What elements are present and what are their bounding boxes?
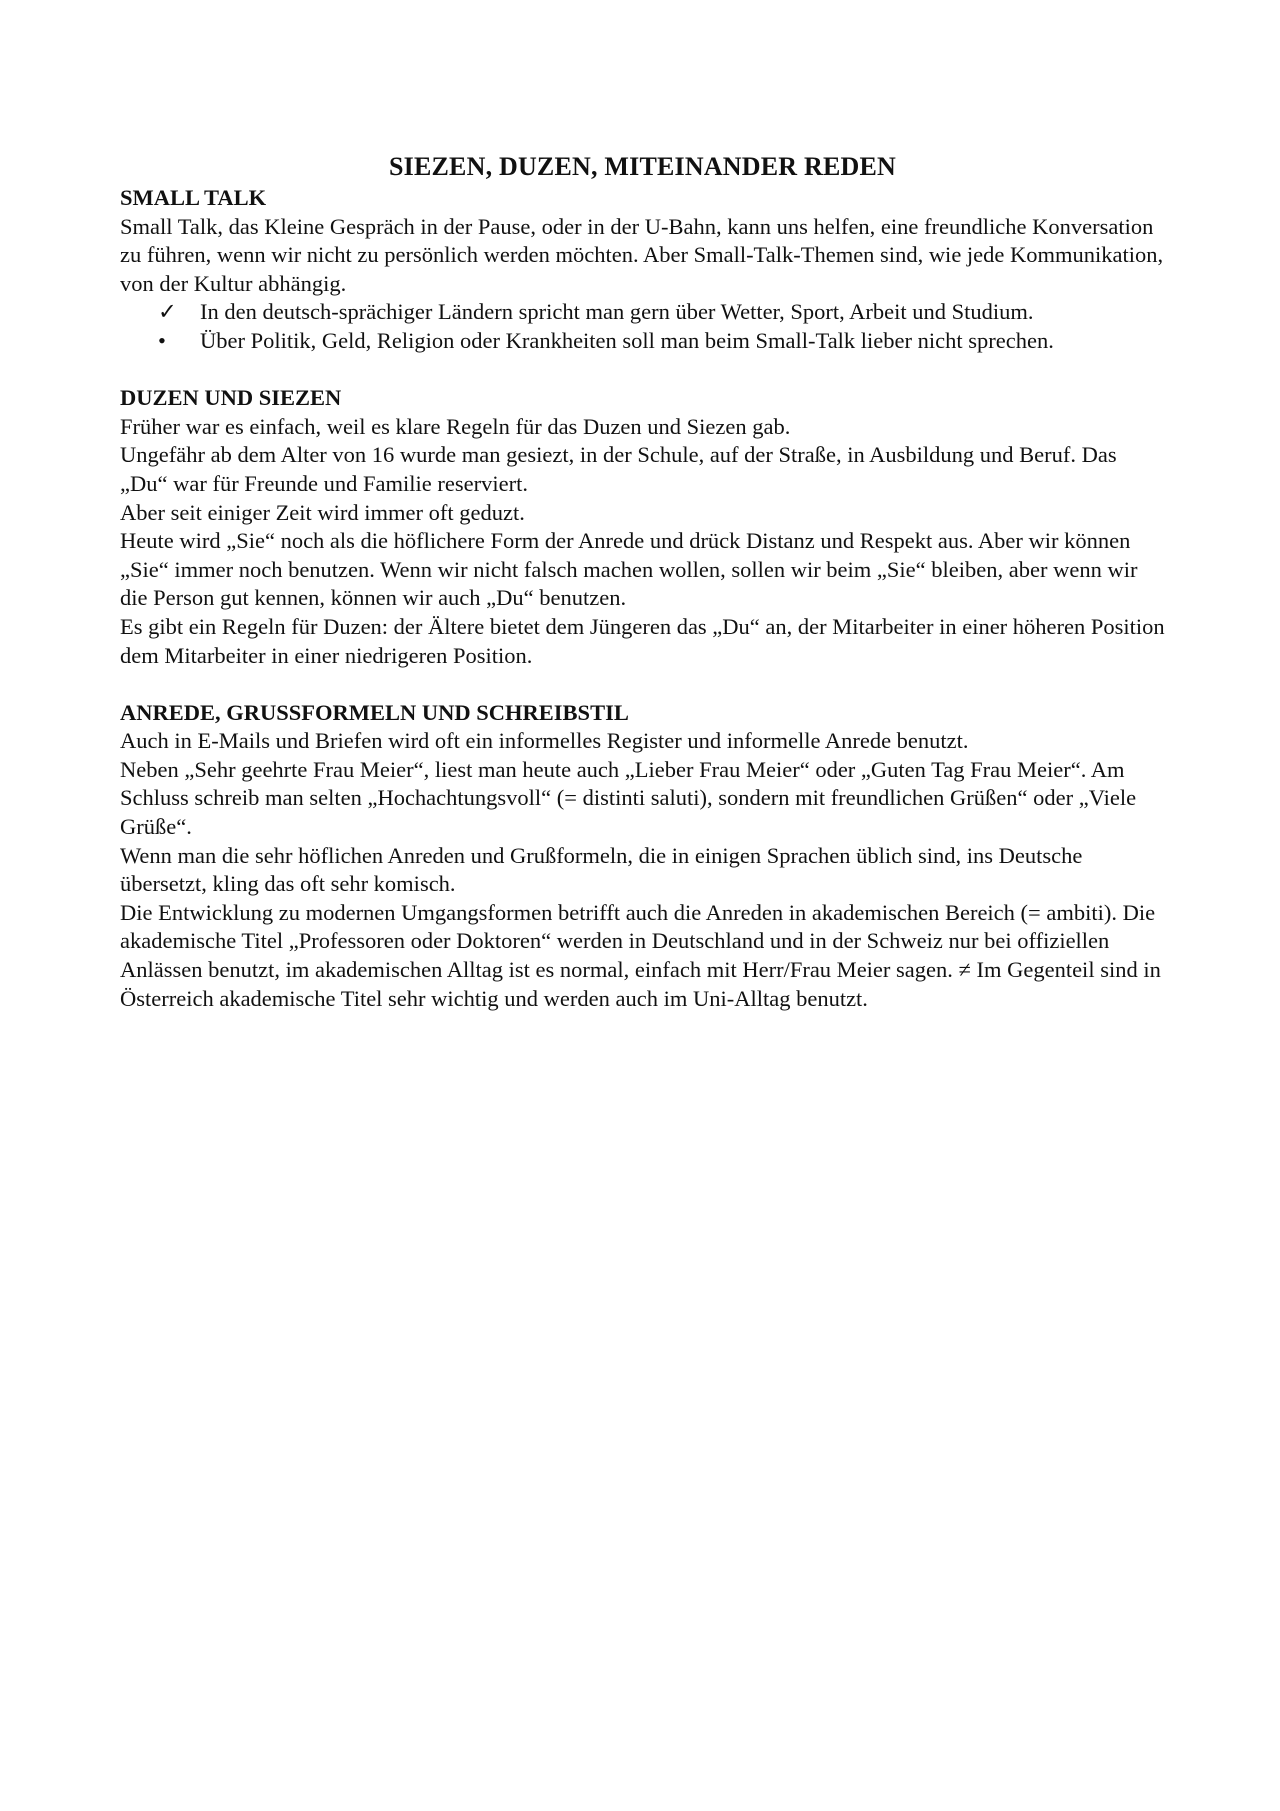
list-item-text: In den deutsch-sprächiger Ländern spricht man gern über Wetter, Sport, Arbeit und Studium. [200, 299, 1034, 325]
spacer [120, 356, 1165, 385]
document-content [120, 150, 1165, 1013]
document-title: SIEZEN, DUZEN, MITEINANDER REDEN [389, 152, 896, 181]
paragraph: Es gibt ein Regeln für Duzen: der Ältere bietet dem Jüngeren das „Du“ an, der Mitarbeiter in einer höheren Position dem Mitarbeiter in einer niedrigeren Position. [120, 613, 1165, 668]
section-heading: DUZEN UND SIEZEN [120, 385, 342, 411]
bullet-icon: • [158, 327, 166, 353]
section-anrede-grussformeln [120, 699, 1165, 1014]
spacer [120, 670, 1165, 699]
section-heading: SMALL TALK [120, 185, 267, 210]
paragraph: Ungefähr ab dem Alter von 16 wurde man gesiezt, in der Schule, auf der Straße, in Ausbildung und Beruf. Das „Du“ war für Freunde und Familie reserviert. [120, 442, 1117, 496]
paragraph: Aber seit einiger Zeit wird immer oft geduzt. [120, 499, 525, 525]
section-small-talk [120, 184, 1165, 356]
topic-list [120, 298, 1165, 355]
list-item-text: Über Politik, Geld, Religion oder Krankheiten soll man beim Small-Talk lieber nicht sprechen. [200, 327, 1054, 353]
paragraph: Wenn man die sehr höflichen Anreden und Grußformeln, die in einigen Sprachen üblich sind, ins Deutsche übersetzt, kling das oft sehr komisch. [120, 842, 1083, 897]
list-item [120, 327, 1165, 356]
list-item [120, 298, 1165, 327]
paragraph: Früher war es einfach, weil es klare Regeln für das Duzen und Siezen gab. [120, 413, 791, 439]
paragraph: Heute wird „Sie“ noch als die höflichere Form der Anrede und drück Distanz und Respekt aus. Aber wir können „Sie“ immer noch benutzen. Wenn wir nicht falsch machen wollen, sollen wir beim „Sie“ bleiben, aber wenn wir die Person gut kennen, können wir auch „Du“ benutzen. [120, 528, 1138, 611]
paragraph: Die Entwicklung zu modernen Umgangsformen betrifft auch die Anreden in akademischen Bereich (= ambiti). Die akademische Titel „Professoren oder Doktoren“ werden in Deutschland und in der Schweiz nur bei offiziellen Anlässen benutzt, im akademischen Alltag ist es normal, einfach mit Herr/Frau Meier sagen. ≠ Im Gegenteil sind in Österreich akademische Titel sehr wichtig und werden auch im Uni-Alltag benutzt. [120, 899, 1161, 1011]
section-duzen-und-siezen [120, 384, 1165, 670]
checkmark-icon: ✓ [158, 299, 177, 325]
paragraph: Neben „Sehr geehrte Frau Meier“, liest man heute auch „Lieber Frau Meier“ oder „Guten Tag Frau Meier“. Am Schluss schreib man selten „Hochachtungsvoll“ (= distinti saluti), sondern mit freundlichen Grüßen“ oder „Viele Grüße“. [120, 756, 1137, 840]
paragraph: Small Talk, das Kleine Gespräch in der Pause, oder in der U-Bahn, kann uns helfen, eine freundliche Konversation zu führen, wenn wir nicht zu persönlich werden möchten. Aber Small-Talk-Themen sind, wie jede Kommunikation, von der Kultur abhängig. [120, 213, 1164, 296]
section-heading: ANREDE, GRUSSFORMELN UND SCHREIBSTIL [120, 699, 629, 725]
paragraph: Auch in E-Mails und Briefen wird oft ein informelles Register und informelle Anrede benutzt. [120, 728, 969, 754]
